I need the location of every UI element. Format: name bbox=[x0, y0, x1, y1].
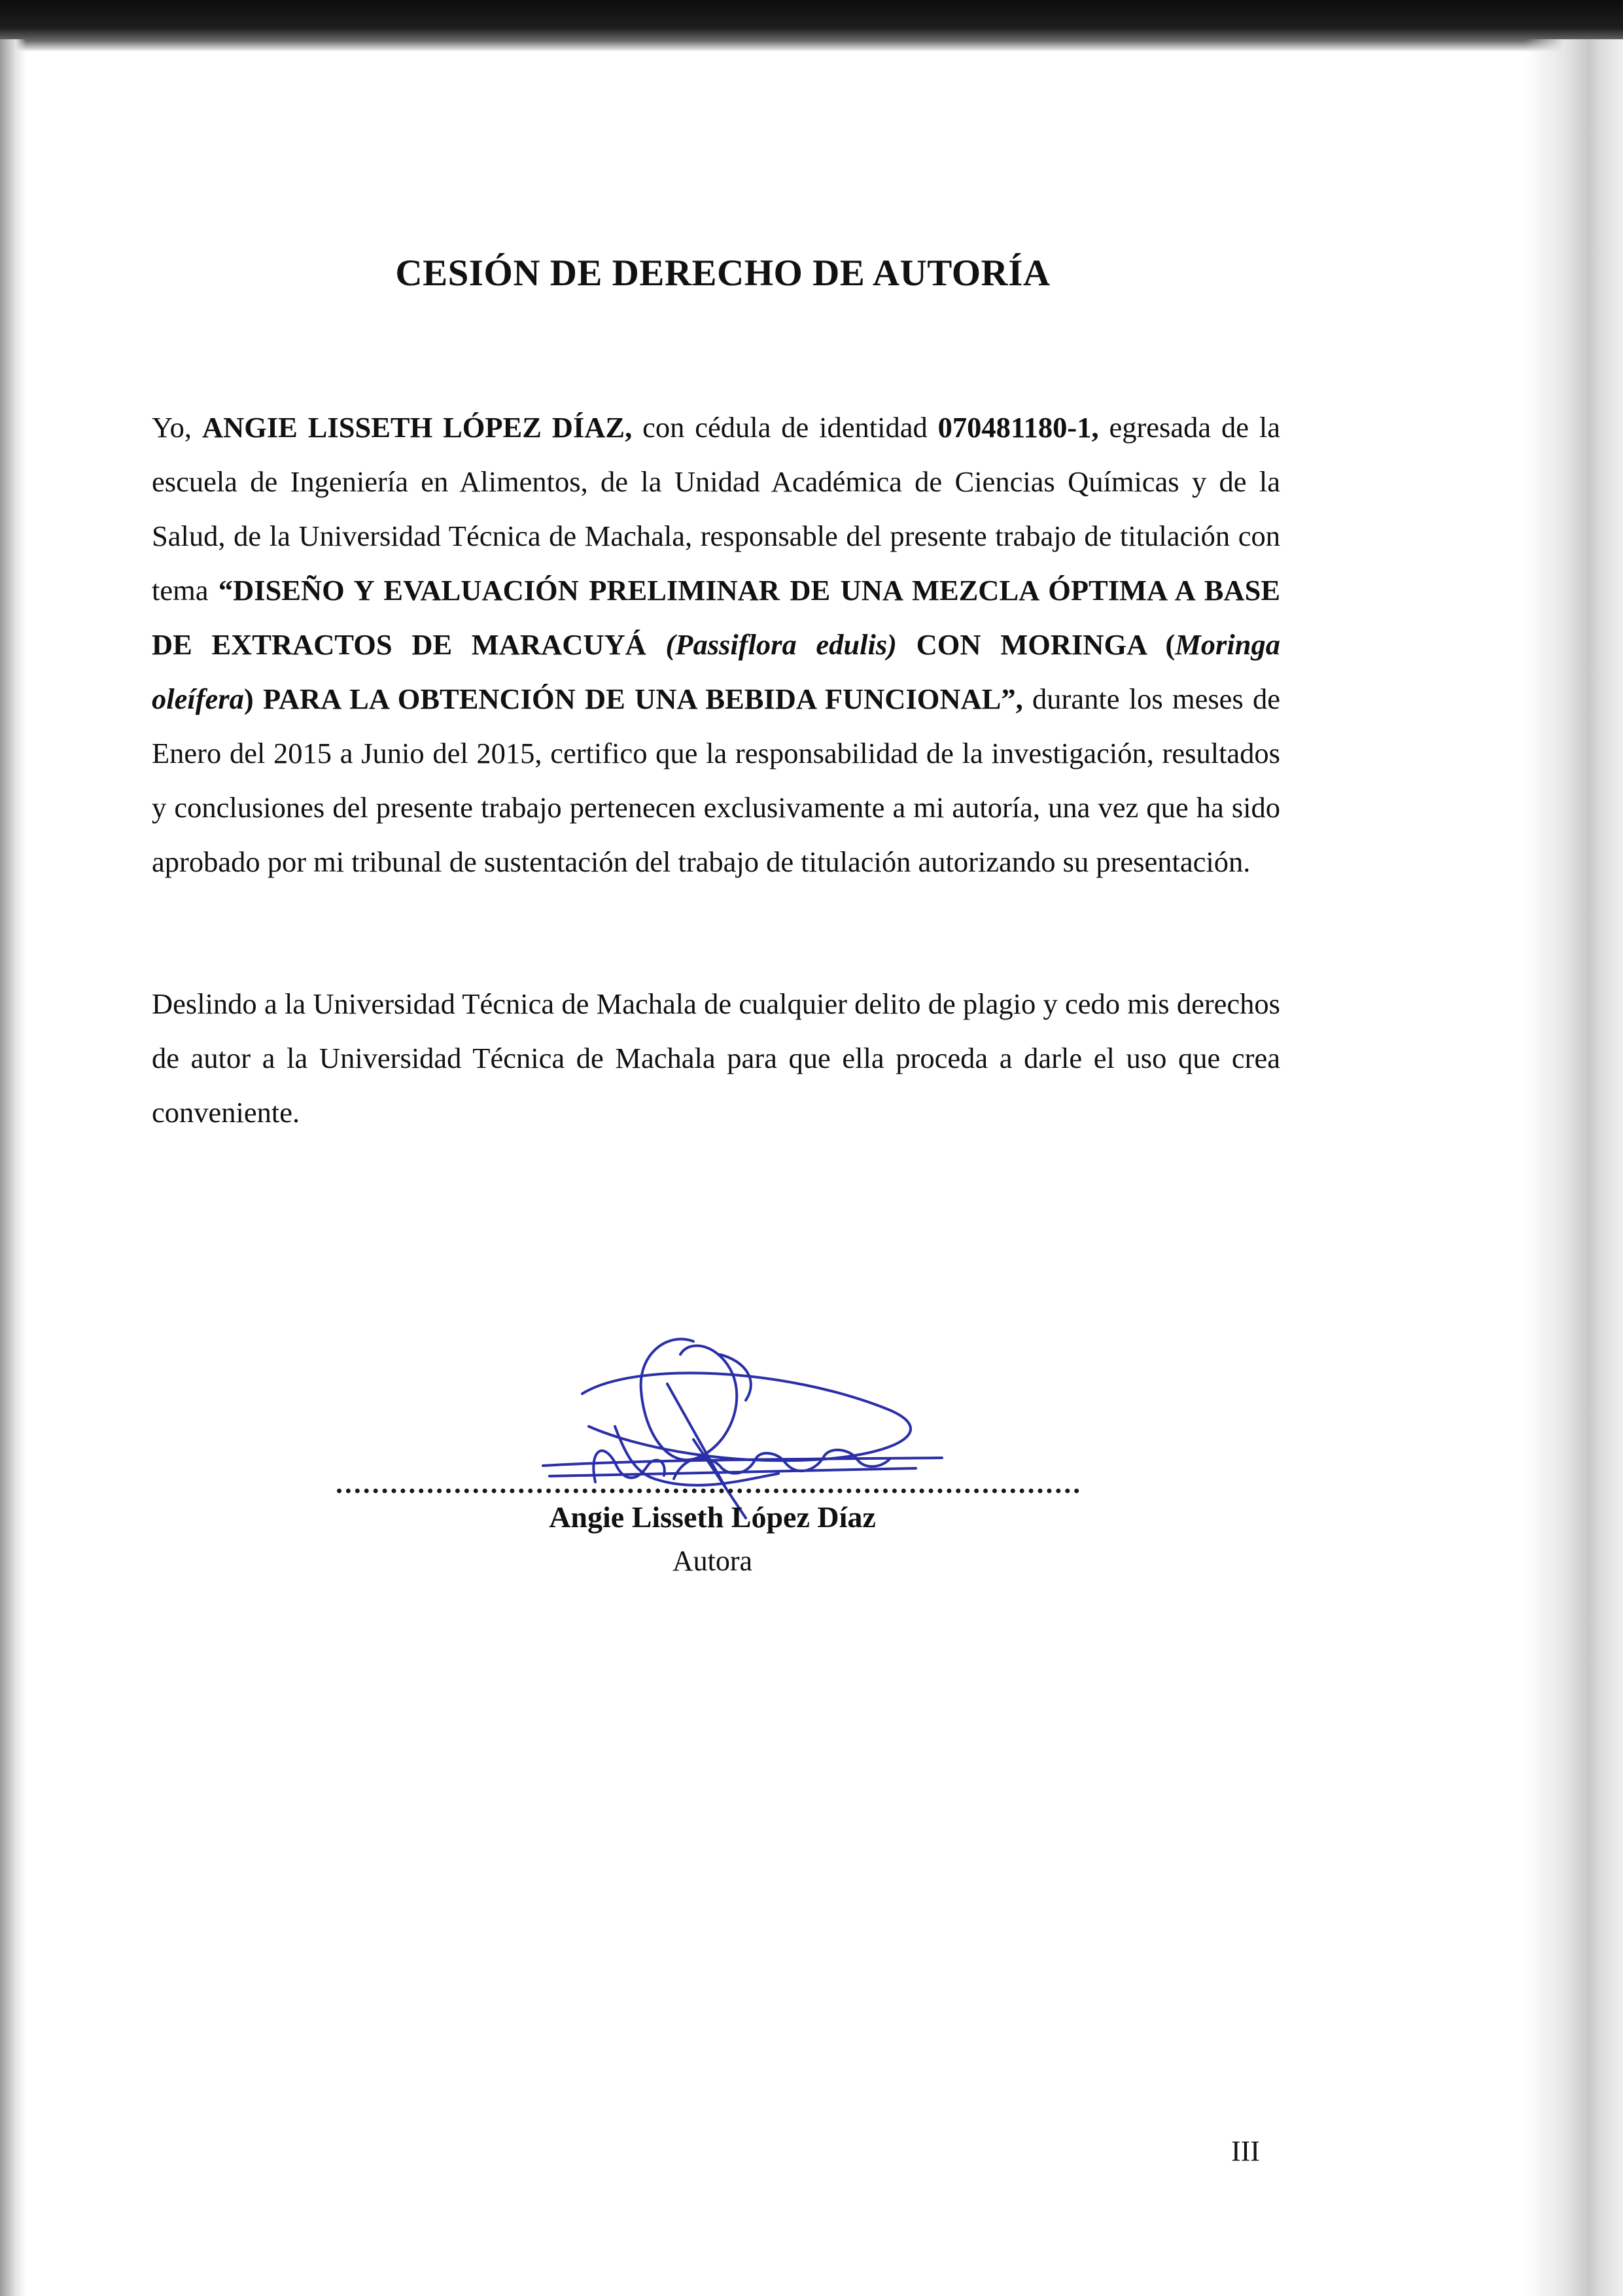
signature-line bbox=[337, 1489, 1079, 1493]
id-number: 070481180-1, bbox=[937, 411, 1099, 444]
body-text-b: durante los meses de Enero del 2015 a Junio del 2015, certifico que la responsabilidad de la investigación, resultados y conclusiones del presente trabajo pertenecen exclusivamente a mi autoría, una vez que ha sido aprobado por mi tribunal de sustentación del trabajo de titulación autorizando su presentación. bbox=[152, 682, 1280, 878]
thesis-title-b: CON MORINGA ( bbox=[897, 628, 1176, 661]
document-title: CESIÓN DE DERECHO DE AUTORÍA bbox=[395, 253, 1051, 294]
thesis-title-a: “DISEÑO Y EVALUACIÓN PRELIMINAR DE UNA MEZCLA ÓPTIMA A BASE DE EXTRACTOS DE MARACUYÁ bbox=[152, 574, 1280, 661]
intro-text: Yo, bbox=[152, 411, 202, 444]
thesis-title-c: ) PARA LA OBTENCIÓN DE UNA BEBIDA FUNCIONAL”, bbox=[243, 682, 1023, 715]
body-text-a: egresada de la escuela de Ingeniería en Alimentos, de la Unidad Académica de Ciencias Químicas y de la Salud, de la Universidad Técnica de Machala, responsable del presente trabajo de titulación con tema bbox=[152, 411, 1281, 607]
author-name-caps: ANGIE LISSETH LÓPEZ DÍAZ, bbox=[201, 411, 633, 444]
signature-block bbox=[327, 1328, 1112, 1603]
page-number: III bbox=[1231, 2135, 1260, 2167]
species-passiflora: (Passiflora edulis) bbox=[665, 628, 897, 661]
id-text: con cédula de identidad bbox=[632, 411, 938, 444]
signatory-name: Angie Lisseth López Díaz bbox=[549, 1500, 876, 1534]
disclaimer-paragraph: Deslindo a la Universidad Técnica de Machala de cualquier delito de plagio y cedo mis derechos de autor a la Universidad Técnica de Machala para que ella proceda a darle el uso que crea conveniente. bbox=[152, 987, 1280, 1129]
species-moringa: Moringa oleífera bbox=[152, 628, 1280, 715]
signatory-role: Autora bbox=[672, 1545, 753, 1577]
declaration-paragraph bbox=[152, 400, 1280, 889]
